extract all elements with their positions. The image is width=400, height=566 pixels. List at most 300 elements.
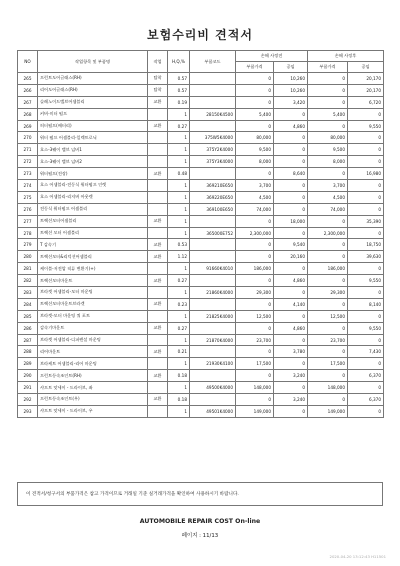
row-after-part-price: 9,500 xyxy=(308,144,348,156)
row-before-part-price: 8,000 xyxy=(236,156,274,168)
row-work: 교환 xyxy=(148,168,168,180)
row-item: 리어마운트 xyxy=(38,346,148,358)
row-hq: 1 xyxy=(168,334,190,346)
row-work: 교환 xyxy=(148,96,168,108)
row-item: 샤프트 앗세이 - 드라이브, 우 xyxy=(38,405,148,417)
row-before-labor: 0 xyxy=(274,334,308,346)
row-after-labor: 9,550 xyxy=(348,120,384,132)
row-code: 375Y2K4000 xyxy=(190,144,236,156)
row-before-part-price: 74,000 xyxy=(236,203,274,215)
row-item: 워터 펌프 어셈블리-일렉트로닉 xyxy=(38,132,148,144)
table-row xyxy=(18,334,384,346)
row-hq: 1 xyxy=(168,180,190,192)
row-after-labor: 0 xyxy=(348,191,384,203)
row-after-part-price: 0 xyxy=(308,96,348,108)
row-hq: 1 xyxy=(168,405,190,417)
row-code xyxy=(190,168,236,180)
row-item: 호스-3웨이 밸브 넘버2 xyxy=(38,156,148,168)
row-before-labor: 0 xyxy=(274,180,308,192)
row-code xyxy=(190,239,236,251)
row-after-labor: 20,170 xyxy=(348,73,384,85)
row-after-part-price: 149,000 xyxy=(308,405,348,417)
row-before-part-price: 0 xyxy=(236,239,274,251)
row-before-labor: 0 xyxy=(274,310,308,322)
row-code: 369210E650 xyxy=(190,180,236,192)
row-code: 49501K4000 xyxy=(190,405,236,417)
row-after-labor: 0 xyxy=(348,358,384,370)
table-row xyxy=(18,287,384,299)
row-no: 283 xyxy=(18,287,38,299)
row-no: 288 xyxy=(18,346,38,358)
row-hq: 1 xyxy=(168,132,190,144)
row-no: 289 xyxy=(18,358,38,370)
row-after-labor: 0 xyxy=(348,108,384,120)
row-before-labor: 3,780 xyxy=(274,346,308,358)
row-work xyxy=(148,144,168,156)
row-before-part-price: 12,500 xyxy=(236,310,274,322)
row-no: 271 xyxy=(18,144,38,156)
row-before-part-price: 0 xyxy=(236,215,274,227)
row-before-part-price: 4,500 xyxy=(236,191,274,203)
row-before-part-price: 0 xyxy=(236,298,274,310)
row-no: 292 xyxy=(18,394,38,406)
row-after-part-price: 0 xyxy=(308,251,348,263)
row-item: 호스-3웨이 밸브 넘버1 xyxy=(38,144,148,156)
header-after-part-price: 부품가격 xyxy=(308,62,348,73)
table-row xyxy=(18,298,384,310)
row-item: T 감속기 xyxy=(38,239,148,251)
row-before-part-price: 0 xyxy=(236,120,274,132)
row-before-labor: 8,640 xyxy=(274,168,308,180)
table-row xyxy=(18,251,384,263)
row-work: 교환 xyxy=(148,275,168,287)
header-after: 손해 사정후 xyxy=(308,51,384,62)
row-code xyxy=(190,251,236,263)
row-work: 교환 xyxy=(148,322,168,334)
row-item: 워터펌프(전장) xyxy=(38,168,148,180)
row-code: 365000E752 xyxy=(190,227,236,239)
row-before-part-price: 148,000 xyxy=(236,382,274,394)
row-hq: 1 xyxy=(168,156,190,168)
row-work xyxy=(148,358,168,370)
row-before-part-price: 2,300,000 xyxy=(236,227,274,239)
row-before-labor: 4,860 xyxy=(274,275,308,287)
row-code xyxy=(190,394,236,406)
row-code xyxy=(190,298,236,310)
row-item: 트랙션모터어셈블리 xyxy=(38,215,148,227)
row-code xyxy=(190,120,236,132)
row-before-labor: 0 xyxy=(274,203,308,215)
row-code: 28150K4500 xyxy=(190,108,236,120)
row-after-part-price: 2,300,000 xyxy=(308,227,348,239)
row-after-labor: 39,630 xyxy=(348,251,384,263)
row-work: 교환 xyxy=(148,215,168,227)
row-after-labor: 6,370 xyxy=(348,370,384,382)
row-after-part-price: 29,300 xyxy=(308,287,348,299)
row-code xyxy=(190,73,236,85)
row-item: 트랙션모터&리덕션어셈블리 xyxy=(38,251,148,263)
row-before-part-price: 0 xyxy=(236,84,274,96)
row-before-part-price: 0 xyxy=(236,394,274,406)
row-after-labor: 18,750 xyxy=(348,239,384,251)
table-row xyxy=(18,227,384,239)
row-after-labor: 6,720 xyxy=(348,96,384,108)
row-before-labor: 0 xyxy=(274,405,308,417)
row-hq: 0.57 xyxy=(168,73,190,85)
table-row xyxy=(18,84,384,96)
row-hq: 1 xyxy=(168,263,190,275)
row-before-part-price: 9,500 xyxy=(236,144,274,156)
row-code: 91660K4010 xyxy=(190,263,236,275)
row-after-labor: 0 xyxy=(348,334,384,346)
row-hq: 1 xyxy=(168,215,190,227)
row-before-part-price: 80,000 xyxy=(236,132,274,144)
row-before-part-price: 0 xyxy=(236,168,274,180)
row-item: 트랙션모터마운트브라켓 xyxy=(38,298,148,310)
row-before-labor: 0 xyxy=(274,132,308,144)
row-after-part-price: 8,000 xyxy=(308,156,348,168)
row-code: 369220E650 xyxy=(190,191,236,203)
row-work xyxy=(148,405,168,417)
row-before-part-price: 29,300 xyxy=(236,287,274,299)
row-hq: 1 xyxy=(168,358,190,370)
row-no: 278 xyxy=(18,227,38,239)
row-item: 트랙션모터마운트 xyxy=(38,275,148,287)
row-item: 브라켓 어셈블리-디퍼렌셜 마운팅 xyxy=(38,334,148,346)
row-before-part-price: 0 xyxy=(236,322,274,334)
header-no: NO xyxy=(18,51,38,73)
row-after-part-price: 0 xyxy=(308,322,348,334)
row-item: 프런트등속조인트(RH) xyxy=(38,370,148,382)
header-code: 부품코드 xyxy=(190,51,236,73)
row-after-labor: 9,550 xyxy=(348,322,384,334)
row-after-part-price: 4,500 xyxy=(308,191,348,203)
row-hq: 1 xyxy=(168,203,190,215)
row-no: 266 xyxy=(18,84,38,96)
row-before-labor: 0 xyxy=(274,382,308,394)
row-before-part-price: 5,400 xyxy=(236,108,274,120)
table-row xyxy=(18,370,384,382)
row-hq: 0.18 xyxy=(168,370,190,382)
row-after-labor: 35,390 xyxy=(348,215,384,227)
row-no: 276 xyxy=(18,203,38,215)
row-after-labor: 0 xyxy=(348,310,384,322)
table-row xyxy=(18,203,384,215)
row-hq: 0.27 xyxy=(168,322,190,334)
row-item: 커버-미터 펌프 xyxy=(38,108,148,120)
row-before-part-price: 3,700 xyxy=(236,180,274,192)
row-after-part-price: 0 xyxy=(308,84,348,96)
row-before-labor: 3,240 xyxy=(274,370,308,382)
row-work: 교환 xyxy=(148,370,168,382)
row-no: 287 xyxy=(18,334,38,346)
row-hq: 0.53 xyxy=(168,239,190,251)
row-no: 269 xyxy=(18,120,38,132)
row-after-part-price: 0 xyxy=(308,394,348,406)
row-before-labor: 20,160 xyxy=(274,251,308,263)
row-code: 21860K4000 xyxy=(190,287,236,299)
row-hq: 1 xyxy=(168,144,190,156)
row-item: 트랙션 모터 어셈블리 xyxy=(38,227,148,239)
row-no: 277 xyxy=(18,215,38,227)
row-after-labor: 0 xyxy=(348,144,384,156)
row-hq: 0.27 xyxy=(168,120,190,132)
table-row xyxy=(18,405,384,417)
row-after-labor: 16,980 xyxy=(348,168,384,180)
row-work: 교환 xyxy=(148,394,168,406)
row-item: 히터펌프(배터리) xyxy=(38,120,148,132)
row-work xyxy=(148,263,168,275)
row-before-labor: 3,420 xyxy=(274,96,308,108)
row-no: 284 xyxy=(18,298,38,310)
row-before-labor: 0 xyxy=(274,191,308,203)
row-no: 282 xyxy=(18,275,38,287)
row-before-labor: 4,140 xyxy=(274,298,308,310)
page-number: 페이지 : 11/13 xyxy=(181,533,219,539)
row-no: 265 xyxy=(18,73,38,85)
row-after-labor: 0 xyxy=(348,227,384,239)
row-item: 브라케트 어셈블리-리어 마운팅 xyxy=(38,358,148,370)
row-after-part-price: 3,700 xyxy=(308,180,348,192)
row-work xyxy=(148,108,168,120)
table-row xyxy=(18,180,384,192)
row-after-part-price: 0 xyxy=(308,120,348,132)
row-no: 272 xyxy=(18,156,38,168)
row-no: 273 xyxy=(18,168,38,180)
table-row xyxy=(18,275,384,287)
row-after-part-price: 0 xyxy=(308,168,348,180)
row-after-part-price: 23,700 xyxy=(308,334,348,346)
row-item: 브라켓 어셈블리-모터 마운팅 xyxy=(38,287,148,299)
row-work: 탈착 xyxy=(148,73,168,85)
row-before-part-price: 149,000 xyxy=(236,405,274,417)
header-after-labor: 공임 xyxy=(348,62,384,73)
row-hq: 0.19 xyxy=(168,96,190,108)
row-after-labor: 0 xyxy=(348,263,384,275)
row-hq: 0.48 xyxy=(168,168,190,180)
row-no: 286 xyxy=(18,322,38,334)
document-title: 보험수리비 견적서 xyxy=(147,28,253,42)
row-before-part-price: 0 xyxy=(236,251,274,263)
row-after-labor: 0 xyxy=(348,405,384,417)
row-before-labor: 0 xyxy=(274,227,308,239)
row-after-labor: 7,430 xyxy=(348,346,384,358)
row-after-part-price: 0 xyxy=(308,239,348,251)
row-code: 375W5K4000 xyxy=(190,132,236,144)
row-after-labor: 8,140 xyxy=(348,298,384,310)
header-hq: H,Q,% xyxy=(168,51,190,73)
notice-text: 이 견적서/청구서의 부품가격은 참고 가격이므로 거래일 기준 실거래가격을 확인하여 사용하시기 바랍니다. xyxy=(26,492,239,497)
row-after-part-price: 5,400 xyxy=(308,108,348,120)
row-before-labor: 0 xyxy=(274,144,308,156)
table-row xyxy=(18,346,384,358)
row-item: 프런트도어글래스(RH) xyxy=(38,73,148,85)
row-hq: 1 xyxy=(168,382,190,394)
row-work xyxy=(148,334,168,346)
row-after-part-price: 0 xyxy=(308,73,348,85)
table-row xyxy=(18,108,384,120)
header-before-labor: 공임 xyxy=(274,62,308,73)
header-before-part-price: 부품가격 xyxy=(236,62,274,73)
row-no: 285 xyxy=(18,310,38,322)
row-work: 교환 xyxy=(148,298,168,310)
table-row xyxy=(18,382,384,394)
row-item: 케이블-저전압 직류 변환기(+) xyxy=(38,263,148,275)
row-after-part-price: 17,500 xyxy=(308,358,348,370)
row-hq: 0.18 xyxy=(168,394,190,406)
row-after-labor: 0 xyxy=(348,132,384,144)
table-row xyxy=(18,310,384,322)
row-code: 21825K4000 xyxy=(190,310,236,322)
table-row xyxy=(18,322,384,334)
table-row xyxy=(18,215,384,227)
header-before: 손해 사정전 xyxy=(236,51,308,62)
row-code: 375Y3K4000 xyxy=(190,156,236,168)
row-hq: 0.57 xyxy=(168,84,190,96)
row-after-labor: 0 xyxy=(348,156,384,168)
row-work xyxy=(148,132,168,144)
table-row xyxy=(18,168,384,180)
table-row xyxy=(18,120,384,132)
row-code xyxy=(190,215,236,227)
row-after-labor: 0 xyxy=(348,287,384,299)
row-after-part-price: 74,000 xyxy=(308,203,348,215)
row-before-labor: 10,260 xyxy=(274,84,308,96)
print-stamp: 2020-04-20 13:12:43 H11501 xyxy=(329,554,386,559)
row-item: 샤프트 앗세이 - 드라이브, 좌 xyxy=(38,382,148,394)
row-item: 호스 어셈블리-리저버 아웃렛 xyxy=(38,191,148,203)
row-item: 리어도어글래스(RH) xyxy=(38,84,148,96)
row-after-labor: 9,550 xyxy=(348,275,384,287)
row-before-labor: 9,540 xyxy=(274,239,308,251)
row-code: 21930K4100 xyxy=(190,358,236,370)
header-item: 작업항목 및 부품명 xyxy=(38,51,148,73)
row-before-labor: 0 xyxy=(274,287,308,299)
row-work xyxy=(148,203,168,215)
row-code xyxy=(190,96,236,108)
row-code xyxy=(190,322,236,334)
row-item: 호스 어셈블리-전동식 워터펌프 인렛 xyxy=(38,180,148,192)
row-work xyxy=(148,382,168,394)
row-no: 293 xyxy=(18,405,38,417)
header-work: 작업 xyxy=(148,51,168,73)
row-before-labor: 4,860 xyxy=(274,120,308,132)
row-work: 탈착 xyxy=(148,84,168,96)
table-row xyxy=(18,96,384,108)
row-no: 268 xyxy=(18,108,38,120)
row-hq: 0.27 xyxy=(168,275,190,287)
table-row xyxy=(18,358,384,370)
row-no: 275 xyxy=(18,191,38,203)
row-code xyxy=(190,84,236,96)
row-before-labor: 0 xyxy=(274,358,308,370)
row-no: 267 xyxy=(18,96,38,108)
row-item: 감속기마운트 xyxy=(38,322,148,334)
row-before-part-price: 0 xyxy=(236,96,274,108)
row-before-labor: 18,000 xyxy=(274,215,308,227)
row-before-labor: 4,860 xyxy=(274,322,308,334)
table-row xyxy=(18,144,384,156)
row-work: 교환 xyxy=(148,120,168,132)
row-after-part-price: 12,500 xyxy=(308,310,348,322)
row-work: 교환 xyxy=(148,251,168,263)
row-code xyxy=(190,346,236,358)
row-code: 21870K4000 xyxy=(190,334,236,346)
row-no: 281 xyxy=(18,263,38,275)
row-after-labor: 6,370 xyxy=(348,394,384,406)
row-hq: 0.23 xyxy=(168,298,190,310)
row-after-part-price: 0 xyxy=(308,215,348,227)
row-after-part-price: 186,000 xyxy=(308,263,348,275)
row-after-part-price: 148,000 xyxy=(308,382,348,394)
row-after-labor: 0 xyxy=(348,203,384,215)
row-work: 교환 xyxy=(148,346,168,358)
row-item: 프런트등속조인트(우) xyxy=(38,394,148,406)
notice-box xyxy=(17,482,383,506)
row-before-part-price: 23,700 xyxy=(236,334,274,346)
row-hq: 1.12 xyxy=(168,251,190,263)
table-row xyxy=(18,263,384,275)
row-no: 291 xyxy=(18,382,38,394)
row-hq: 1 xyxy=(168,108,190,120)
row-before-labor: 3,240 xyxy=(274,394,308,406)
row-work xyxy=(148,227,168,239)
row-after-part-price: 0 xyxy=(308,346,348,358)
row-after-part-price: 0 xyxy=(308,370,348,382)
row-hq: 1 xyxy=(168,287,190,299)
row-work xyxy=(148,156,168,168)
row-after-labor: 0 xyxy=(348,382,384,394)
table-row xyxy=(18,239,384,251)
row-code: 369100E650 xyxy=(190,203,236,215)
estimate-table xyxy=(17,50,384,418)
row-work xyxy=(148,310,168,322)
row-before-labor: 0 xyxy=(274,108,308,120)
row-code xyxy=(190,275,236,287)
table-row xyxy=(18,156,384,168)
row-before-part-price: 186,000 xyxy=(236,263,274,275)
footer-title: AUTOMOBILE REPAIR COST On-line xyxy=(139,518,261,525)
row-no: 279 xyxy=(18,239,38,251)
table-row xyxy=(18,73,384,85)
row-work xyxy=(148,180,168,192)
row-before-part-price: 17,500 xyxy=(236,358,274,370)
table-row xyxy=(18,394,384,406)
row-no: 280 xyxy=(18,251,38,263)
row-before-labor: 10,260 xyxy=(274,73,308,85)
row-code: 49500K4000 xyxy=(190,382,236,394)
row-after-labor: 20,170 xyxy=(348,84,384,96)
row-no: 290 xyxy=(18,370,38,382)
row-hq: 0.21 xyxy=(168,346,190,358)
row-hq: 1 xyxy=(168,310,190,322)
row-item: 브라켓-모터 마운팅 쿼 포트 xyxy=(38,310,148,322)
row-before-labor: 0 xyxy=(274,263,308,275)
row-code xyxy=(190,370,236,382)
row-no: 270 xyxy=(18,132,38,144)
row-before-part-price: 0 xyxy=(236,73,274,85)
row-work: 교환 xyxy=(148,239,168,251)
row-work xyxy=(148,287,168,299)
row-after-part-price: 0 xyxy=(308,275,348,287)
row-before-part-price: 0 xyxy=(236,275,274,287)
row-before-part-price: 0 xyxy=(236,370,274,382)
row-after-labor: 0 xyxy=(348,180,384,192)
row-after-part-price: 0 xyxy=(308,298,348,310)
row-no: 274 xyxy=(18,180,38,192)
row-hq: 1 xyxy=(168,191,190,203)
row-after-part-price: 80,000 xyxy=(308,132,348,144)
